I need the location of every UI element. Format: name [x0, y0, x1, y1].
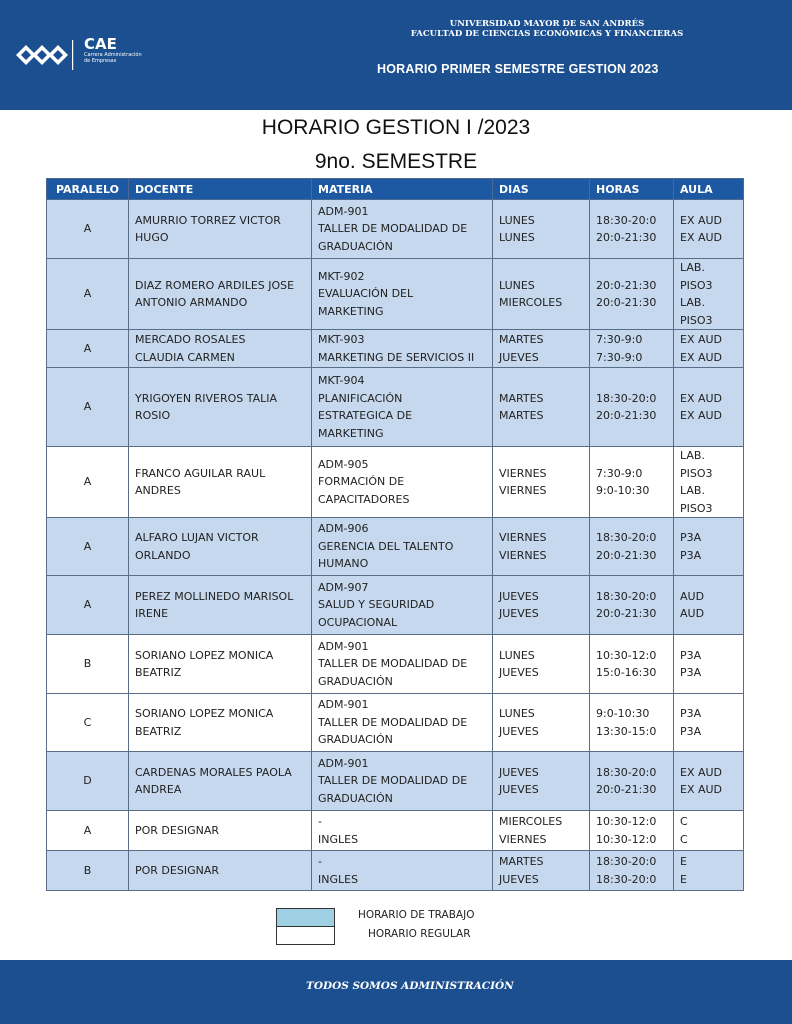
cell-dias	[493, 259, 590, 330]
horas-line: 20:0-21:30	[596, 783, 657, 796]
col-header-horas: HORAS	[590, 179, 674, 200]
cell-materia	[312, 518, 493, 576]
docente-line: AMURRIO TORREZ VICTOR	[135, 213, 281, 227]
schedule-table	[46, 178, 744, 891]
cell-paralelo: A	[47, 259, 129, 330]
cell-dias	[493, 200, 590, 259]
horas-line: 18:30-20:0	[596, 872, 657, 886]
dias-line: JUEVES	[499, 783, 539, 796]
horas-line: 18:30-20:0	[596, 589, 657, 603]
cell-materia	[312, 330, 493, 368]
page-title: HORARIO GESTION I /2023	[261, 116, 531, 139]
cell-horas	[590, 368, 674, 447]
aula-line: P3A	[680, 666, 702, 679]
cell-docente	[129, 259, 312, 330]
dias-line: VIERNES	[499, 548, 547, 562]
cell-horas	[590, 811, 674, 851]
schedule-body	[47, 200, 744, 891]
cell-aula	[674, 576, 744, 635]
aula-line: C	[680, 832, 688, 846]
docente-line: FRANCO AGUILAR RAUL	[135, 466, 266, 480]
cell-horas	[590, 200, 674, 259]
dias-line: JUEVES	[499, 666, 539, 679]
docente-line: ANDREA	[135, 783, 182, 796]
docente-line: SORIANO LOPEZ MONICA	[135, 707, 274, 720]
cell-horas	[590, 447, 674, 518]
cell-dias	[493, 447, 590, 518]
aula-line: C	[680, 815, 688, 828]
header-banner	[0, 0, 792, 110]
materia-line: ADM-901	[318, 756, 369, 770]
cell-docente	[129, 200, 312, 259]
col-header-aula: AULA	[674, 179, 744, 200]
aula-line: LAB.	[680, 261, 705, 274]
cell-dias	[493, 576, 590, 635]
materia-line: PLANIFICACIÓN	[318, 391, 403, 405]
docente-line: ALFARO LUJAN VICTOR	[135, 531, 259, 544]
horas-line: 7:30-9:0	[596, 466, 643, 480]
cell-docente	[129, 576, 312, 635]
horas-line: 10:30-12:0	[596, 815, 657, 828]
aula-line: P3A	[680, 724, 702, 738]
docente-line: ROSIO	[135, 409, 171, 422]
horas-line: 13:30-15:0	[596, 724, 657, 738]
legend-regular-label: HORARIO REGULAR	[368, 928, 471, 940]
cell-aula	[674, 694, 744, 752]
cell-aula	[674, 259, 744, 330]
table-row	[47, 851, 744, 891]
materia-line: INGLES	[318, 832, 359, 846]
materia-line: MKT-902	[318, 269, 365, 283]
horas-line: 10:30-12:0	[596, 832, 657, 846]
cell-horas	[590, 694, 674, 752]
cell-materia	[312, 200, 493, 259]
cell-dias	[493, 368, 590, 447]
horas-line: 15:0-16:30	[596, 666, 657, 679]
cell-aula	[674, 330, 744, 368]
table-row	[47, 330, 744, 368]
cell-paralelo: B	[47, 851, 129, 891]
cell-materia	[312, 851, 493, 891]
materia-line: MKT-903	[318, 333, 365, 346]
aula-line: EX AUD	[680, 333, 723, 346]
aula-line: EX AUD	[680, 213, 723, 227]
horas-line: 20:0-21:30	[596, 231, 657, 244]
aula-line: LAB.	[680, 484, 705, 497]
materia-line: CAPACITADORES	[318, 492, 410, 506]
docente-line: POR DESIGNAR	[135, 863, 219, 877]
aula-line: EX AUD	[680, 231, 723, 244]
cell-dias	[493, 518, 590, 576]
cell-paralelo: A	[47, 330, 129, 368]
cell-horas	[590, 752, 674, 811]
cell-paralelo: C	[47, 694, 129, 752]
aula-line: EX AUD	[680, 391, 723, 405]
horas-line: 7:30-9:0	[596, 333, 643, 346]
aula-line: EX AUD	[680, 783, 723, 796]
table-row	[47, 576, 744, 635]
materia-line: ADM-901	[318, 204, 369, 218]
aula-line: EX AUD	[680, 409, 723, 422]
cell-paralelo: A	[47, 368, 129, 447]
horas-line: 18:30-20:0	[596, 213, 657, 227]
docente-line: MERCADO ROSALES	[135, 333, 246, 346]
legend-work-swatch	[276, 908, 335, 927]
horas-line: 20:0-21:30	[596, 607, 657, 620]
aula-line: LAB.	[680, 296, 705, 309]
dias-line: MARTES	[499, 855, 544, 868]
cell-docente	[129, 447, 312, 518]
cell-docente	[129, 368, 312, 447]
horas-line: 9:0-10:30	[596, 707, 650, 720]
footer-slogan: TODOS SOMOS ADMINISTRACIÓN	[306, 980, 514, 992]
materia-line: MKT-904	[318, 374, 365, 387]
materia-line: GRADUACIÓN	[318, 791, 393, 805]
cell-materia	[312, 694, 493, 752]
aula-line: E	[680, 872, 687, 886]
legend-work-label: HORARIO DE TRABAJO	[358, 909, 475, 921]
header-subtitle: HORARIO PRIMER SEMESTRE GESTION 2023	[377, 62, 659, 76]
materia-line: MARKETING DE SERVICIOS II	[318, 350, 475, 364]
logo-text	[84, 36, 146, 64]
materia-line: GRADUACIÓN	[318, 674, 393, 688]
materia-line: ADM-901	[318, 698, 369, 712]
dias-line: JUEVES	[499, 350, 539, 364]
docente-line: YRIGOYEN RIVEROS TALIA	[135, 391, 278, 405]
cell-dias	[493, 635, 590, 694]
docente-line: ANDRES	[135, 484, 181, 497]
cell-paralelo: D	[47, 752, 129, 811]
aula-line: AUD	[680, 589, 705, 603]
horas-line: 18:30-20:0	[596, 855, 657, 868]
dias-line: LUNES	[499, 707, 535, 720]
dias-line: MIERCOLES	[499, 815, 563, 828]
materia-line: SALUD Y SEGURIDAD	[318, 598, 435, 612]
horas-line: 18:30-20:0	[596, 765, 657, 779]
cell-horas	[590, 635, 674, 694]
aula-line: AUD	[680, 607, 705, 620]
materia-line: TALLER DE MODALIDAD DE	[318, 222, 468, 236]
table-row	[47, 447, 744, 518]
aula-line: P3A	[680, 648, 702, 662]
horas-line: 20:0-21:30	[596, 278, 657, 292]
docente-line: IRENE	[135, 607, 169, 620]
horas-line: 20:0-21:30	[596, 409, 657, 422]
cell-materia	[312, 752, 493, 811]
cell-paralelo: B	[47, 635, 129, 694]
dias-line: JUEVES	[499, 589, 539, 603]
dias-line: JUEVES	[499, 765, 539, 779]
dias-line: MARTES	[499, 391, 544, 405]
aula-line: P3A	[680, 707, 702, 720]
table-row	[47, 259, 744, 330]
docente-line: CLAUDIA CARMEN	[135, 350, 235, 364]
aula-line: EX AUD	[680, 765, 723, 779]
cell-paralelo: A	[47, 447, 129, 518]
dias-line: VIERNES	[499, 466, 547, 480]
legend-regular-swatch	[276, 926, 335, 945]
dias-line: LUNES	[499, 231, 535, 244]
docente-line: ORLANDO	[135, 548, 191, 562]
cell-paralelo: A	[47, 811, 129, 851]
cell-horas	[590, 259, 674, 330]
logo-subtitle: Carrera Administración de Empresas	[84, 52, 142, 64]
cell-aula	[674, 635, 744, 694]
faculty-name: FACULTAD DE CIENCIAS ECONÓMICAS Y FINANCIERAS	[410, 29, 684, 39]
horas-line: 18:30-20:0	[596, 531, 657, 544]
table-header-row	[47, 179, 744, 200]
aula-line: PISO3	[680, 501, 713, 515]
cell-materia	[312, 368, 493, 447]
materia-line: ADM-906	[318, 522, 369, 536]
materia-line: TALLER DE MODALIDAD DE	[318, 657, 468, 671]
table-row	[47, 752, 744, 811]
cae-logo-icon	[16, 38, 76, 72]
cell-aula	[674, 368, 744, 447]
cell-paralelo: A	[47, 576, 129, 635]
docente-line: SORIANO LOPEZ MONICA	[135, 648, 274, 662]
materia-line: ADM-907	[318, 580, 369, 594]
materia-line: TALLER DE MODALIDAD DE	[318, 715, 468, 729]
materia-line: -	[318, 855, 322, 868]
aula-line: PISO3	[680, 313, 713, 327]
materia-line: EVALUACIÓN DEL	[318, 287, 414, 301]
table-row	[47, 368, 744, 447]
cell-docente	[129, 811, 312, 851]
docente-line: BEATRIZ	[135, 666, 182, 679]
cell-materia	[312, 259, 493, 330]
materia-line: ADM-901	[318, 639, 369, 653]
cell-aula	[674, 811, 744, 851]
cell-horas	[590, 576, 674, 635]
docente-line: ANTONIO ARMANDO	[135, 296, 248, 309]
cell-docente	[129, 851, 312, 891]
dias-line: MARTES	[499, 333, 544, 346]
docente-line: DIAZ ROMERO ARDILES JOSE	[135, 278, 295, 292]
cell-dias	[493, 851, 590, 891]
dias-line: VIERNES	[499, 832, 547, 846]
dias-line: JUEVES	[499, 607, 539, 620]
docente-line: BEATRIZ	[135, 724, 182, 738]
aula-line: P3A	[680, 531, 702, 544]
cell-aula	[674, 447, 744, 518]
aula-line: PISO3	[680, 466, 713, 480]
dias-line: VIERNES	[499, 484, 547, 497]
horas-line: 18:30-20:0	[596, 391, 657, 405]
horas-line: 10:30-12:0	[596, 648, 657, 662]
materia-line: GRADUACIÓN	[318, 733, 393, 747]
cell-materia	[312, 576, 493, 635]
semester-title: 9no. SEMESTRE	[314, 150, 478, 173]
materia-line: INGLES	[318, 872, 359, 886]
table-row	[47, 518, 744, 576]
table-row	[47, 635, 744, 694]
cell-docente	[129, 694, 312, 752]
materia-line: GRADUACIÓN	[318, 239, 393, 253]
materia-line: TALLER DE MODALIDAD DE	[318, 774, 468, 788]
cell-docente	[129, 635, 312, 694]
aula-line: LAB.	[680, 449, 705, 462]
cell-docente	[129, 330, 312, 368]
horas-line: 20:0-21:30	[596, 296, 657, 309]
materia-line: GERENCIA DEL TALENTO	[318, 539, 454, 553]
cell-aula	[674, 851, 744, 891]
cell-dias	[493, 330, 590, 368]
cell-aula	[674, 752, 744, 811]
cell-docente	[129, 518, 312, 576]
aula-line: PISO3	[680, 278, 713, 292]
horas-line: 20:0-21:30	[596, 548, 657, 562]
cell-horas	[590, 851, 674, 891]
dias-line: LUNES	[499, 648, 535, 662]
materia-line: -	[318, 815, 322, 828]
col-header-docente: DOCENTE	[129, 179, 312, 200]
col-header-materia: MATERIA	[312, 179, 493, 200]
horas-line: 9:0-10:30	[596, 484, 650, 497]
university-heading	[405, 19, 689, 39]
materia-line: ESTRATEGICA DE	[318, 409, 413, 422]
logo-title: CAE	[84, 35, 117, 53]
docente-line: PEREZ MOLLINEDO MARISOL	[135, 589, 294, 603]
dias-line: MARTES	[499, 409, 544, 422]
materia-line: ADM-905	[318, 457, 369, 471]
dias-line: VIERNES	[499, 531, 547, 544]
col-header-dias: DIAS	[493, 179, 590, 200]
dias-line: LUNES	[499, 213, 535, 227]
materia-line: MARKETING	[318, 304, 384, 318]
cell-dias	[493, 752, 590, 811]
dias-line: LUNES	[499, 278, 535, 292]
dias-line: JUEVES	[499, 872, 539, 886]
table-row	[47, 811, 744, 851]
cell-horas	[590, 518, 674, 576]
cell-materia	[312, 635, 493, 694]
cell-paralelo: A	[47, 200, 129, 259]
cell-horas	[590, 330, 674, 368]
docente-line: CARDENAS MORALES PAOLA	[135, 765, 292, 779]
aula-line: EX AUD	[680, 350, 723, 364]
table-row	[47, 200, 744, 259]
dias-line: JUEVES	[499, 724, 539, 738]
cell-aula	[674, 518, 744, 576]
cell-dias	[493, 811, 590, 851]
materia-line: FORMACIÓN DE	[318, 475, 405, 489]
docente-line: POR DESIGNAR	[135, 823, 219, 837]
horas-line: 7:30-9:0	[596, 350, 643, 364]
col-header-paralelo: PARALELO	[47, 179, 129, 200]
aula-line: P3A	[680, 548, 702, 562]
materia-line: MARKETING	[318, 426, 384, 440]
university-name: UNIVERSIDAD MAYOR DE SAN ANDRÉS	[449, 19, 645, 29]
materia-line: OCUPACIONAL	[318, 615, 398, 629]
cell-materia	[312, 811, 493, 851]
cell-dias	[493, 694, 590, 752]
table-row	[47, 694, 744, 752]
footer-banner	[0, 960, 792, 1024]
cell-aula	[674, 200, 744, 259]
materia-line: HUMANO	[318, 557, 369, 571]
cell-materia	[312, 447, 493, 518]
cell-docente	[129, 752, 312, 811]
dias-line: MIERCOLES	[499, 296, 563, 309]
cell-paralelo: A	[47, 518, 129, 576]
aula-line: E	[680, 855, 687, 868]
docente-line: HUGO	[135, 231, 169, 244]
